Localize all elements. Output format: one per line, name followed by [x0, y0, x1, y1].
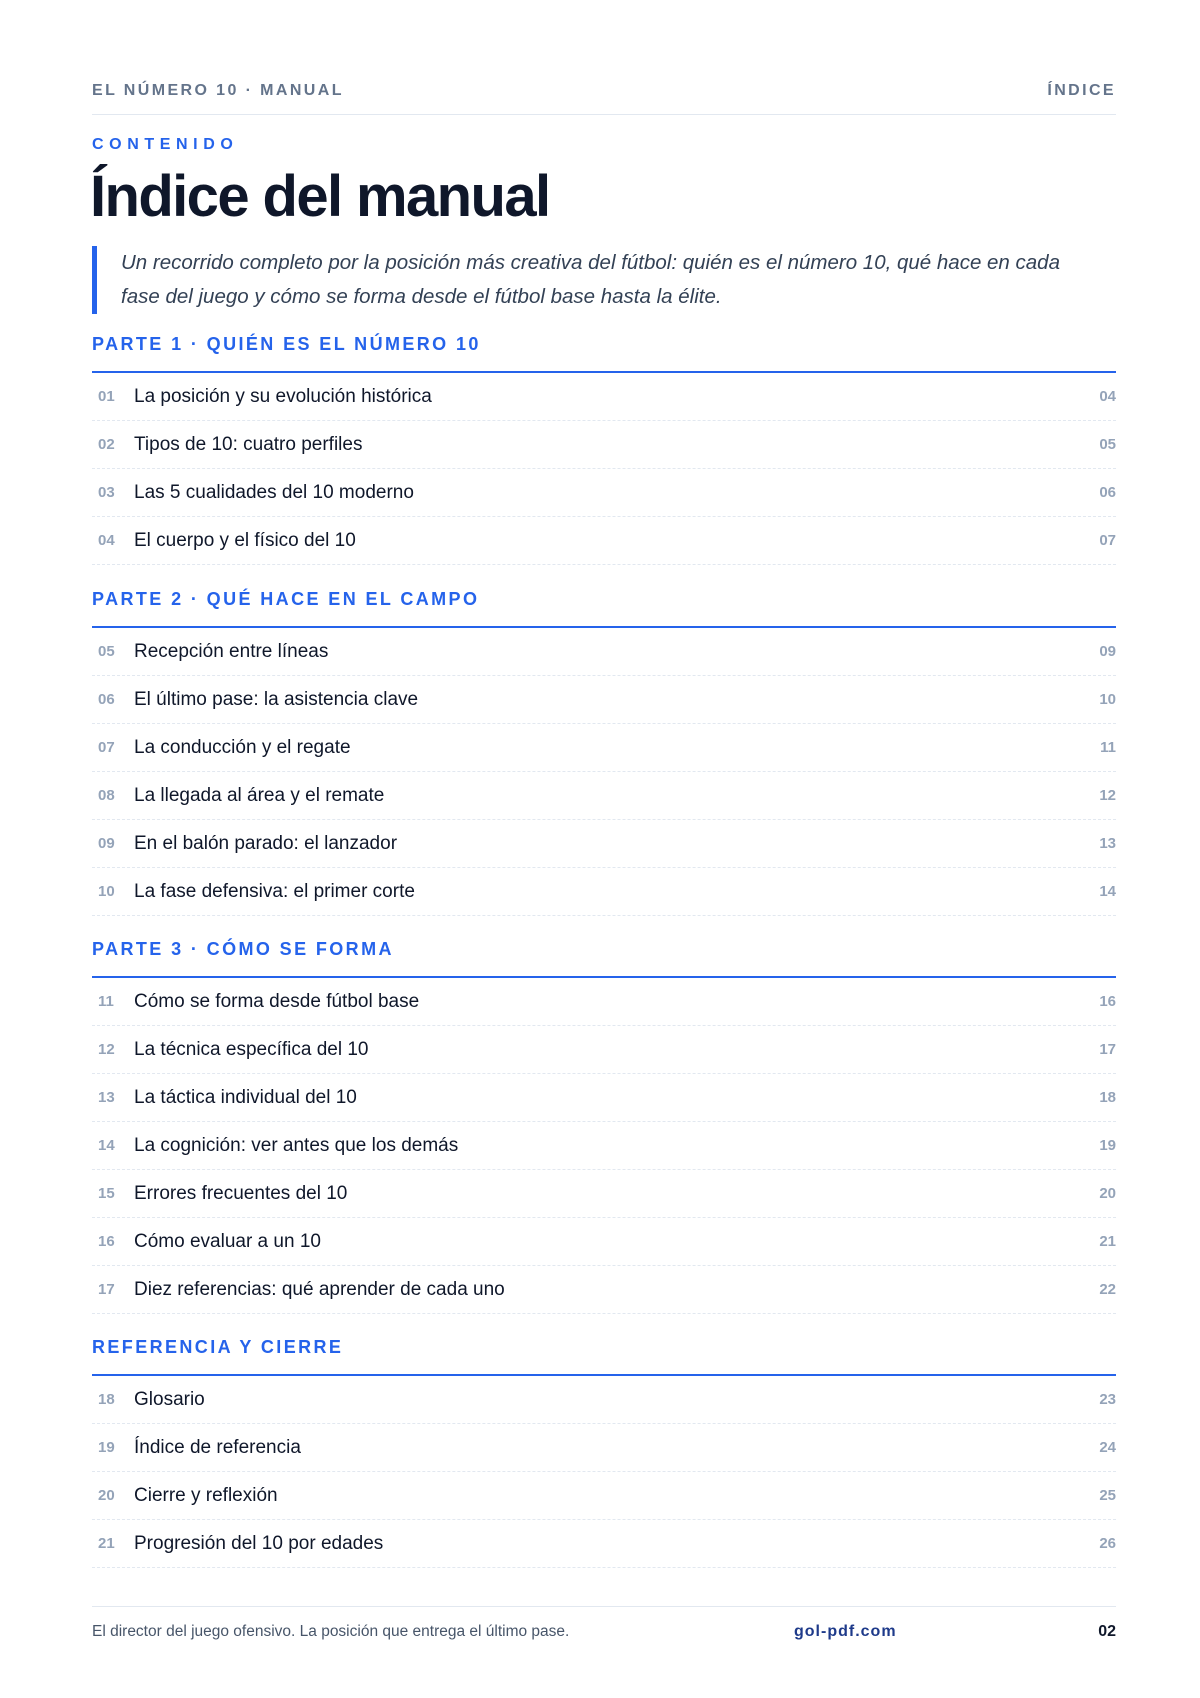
toc-entry-page: 17: [1099, 1041, 1116, 1058]
toc-entry[interactable]: [92, 978, 1116, 1026]
toc-entry[interactable]: [92, 421, 1116, 469]
toc-entry-number: 16: [98, 1233, 115, 1250]
toc-entry-page: 11: [1100, 739, 1116, 756]
toc-entry-number: 17: [98, 1281, 115, 1298]
toc-entry-number: 02: [98, 436, 115, 453]
toc-entry-number: 18: [98, 1391, 115, 1408]
toc-entry[interactable]: [92, 1074, 1116, 1122]
toc-entry[interactable]: [92, 1170, 1116, 1218]
toc-entry-title: Cómo evaluar a un 10: [134, 1230, 321, 1252]
toc-entry-page: 21: [1099, 1233, 1116, 1250]
toc-entry-number: 14: [98, 1137, 115, 1154]
toc-entry-number: 15: [98, 1185, 115, 1202]
toc-entry-page: 19: [1099, 1137, 1116, 1154]
toc-entry[interactable]: [92, 1122, 1116, 1170]
toc-entry-title: Errores frecuentes del 10: [134, 1182, 348, 1204]
toc-entry-page: 13: [1099, 835, 1116, 852]
toc-entry-number: 13: [98, 1089, 115, 1106]
toc-section-part-2: [92, 583, 1116, 916]
toc-entry[interactable]: [92, 820, 1116, 868]
toc-entry-title: La posición y su evolución histórica: [134, 385, 432, 407]
toc-entry-title: La técnica específica del 10: [134, 1038, 369, 1060]
toc-entry-page: 10: [1099, 691, 1116, 708]
toc-entry-title: El último pase: la asistencia clave: [134, 688, 419, 710]
toc-entry-number: 07: [98, 739, 115, 756]
section-heading: PARTE 2 · QUÉ HACE EN EL CAMPO: [92, 583, 1116, 628]
toc-entry-number: 03: [98, 484, 115, 501]
toc-entry-title: La fase defensiva: el primer corte: [134, 880, 415, 902]
toc-entry-page: 04: [1099, 388, 1116, 405]
toc-entry[interactable]: [92, 676, 1116, 724]
page-footer: [92, 1606, 1116, 1657]
section-heading: PARTE 1 · QUIÉN ES EL NÚMERO 10: [92, 328, 1116, 373]
toc-entry-title: Cómo se forma desde fútbol base: [134, 990, 420, 1012]
toc-page: [92, 0, 1116, 1698]
footer-page-number: 02: [1098, 1623, 1116, 1640]
section-heading: REFERENCIA Y CIERRE: [92, 1331, 1116, 1376]
toc-section-part-1: [92, 328, 1116, 565]
toc-entry-number: 10: [98, 883, 115, 900]
toc-entry-number: 12: [98, 1041, 115, 1058]
toc-entry-title: Recepción entre líneas: [134, 640, 329, 662]
toc-entry-number: 01: [98, 388, 115, 405]
toc-entry-title: Glosario: [134, 1388, 205, 1410]
toc-entry-number: 04: [98, 532, 115, 549]
toc-entry[interactable]: [92, 1218, 1116, 1266]
toc-entry-number: 06: [98, 691, 115, 708]
toc-entry[interactable]: [92, 373, 1116, 421]
toc-entry[interactable]: [92, 628, 1116, 676]
toc-entry-page: 22: [1099, 1281, 1116, 1298]
toc-entry-page: 24: [1099, 1439, 1116, 1456]
toc-entry-title: La conducción y el regate: [134, 736, 351, 758]
toc-entry-page: 16: [1099, 993, 1116, 1010]
toc-entry-page: 07: [1099, 532, 1116, 549]
toc-entry-title: La cognición: ver antes que los demás: [134, 1134, 459, 1156]
toc-entry-page: 20: [1099, 1185, 1116, 1202]
toc-entry-title: Cierre y reflexión: [134, 1484, 278, 1506]
toc-entry[interactable]: [92, 1026, 1116, 1074]
toc-entry[interactable]: [92, 517, 1116, 565]
toc-entry-page: 14: [1099, 883, 1116, 900]
toc-entry[interactable]: [92, 1520, 1116, 1568]
toc-entry-title: Progresión del 10 por edades: [134, 1532, 384, 1554]
toc-entry-number: 21: [98, 1535, 115, 1552]
toc-section-reference: [92, 1331, 1116, 1568]
footer-tagline: El director del juego ofensivo. La posición que entrega el último pase.: [92, 1623, 570, 1640]
footer-site-link[interactable]: gol-pdf.com: [794, 1623, 897, 1640]
toc-entry-title: El cuerpo y el físico del 10: [134, 529, 356, 551]
section-heading: PARTE 3 · CÓMO SE FORMA: [92, 933, 1116, 978]
toc-entry[interactable]: [92, 469, 1116, 517]
toc-entry-title: Diez referencias: qué aprender de cada uno: [134, 1278, 505, 1300]
toc-entry-title: En el balón parado: el lanzador: [134, 832, 398, 854]
toc-entry-number: 09: [98, 835, 115, 852]
toc-entry-title: Las 5 cualidades del 10 moderno: [134, 481, 414, 503]
running-header-section: ÍNDICE: [1047, 82, 1116, 99]
toc-entry-title: La táctica individual del 10: [134, 1086, 357, 1108]
toc-entry-number: 11: [98, 993, 114, 1010]
toc-entry-page: 12: [1099, 787, 1116, 804]
toc-entry-title: Índice de referencia: [134, 1436, 301, 1458]
toc-entry-number: 08: [98, 787, 115, 804]
toc-entry-number: 19: [98, 1439, 115, 1456]
toc-entry[interactable]: [92, 772, 1116, 820]
toc-entry[interactable]: [92, 1424, 1116, 1472]
toc-entry-title: La llegada al área y el remate: [134, 784, 385, 806]
toc-entry-page: 23: [1099, 1391, 1116, 1408]
toc-entry-page: 06: [1099, 484, 1116, 501]
page-title: Índice del manual: [90, 164, 550, 229]
toc-entry[interactable]: [92, 1266, 1116, 1314]
running-header-title: EL NÚMERO 10 · MANUAL: [92, 82, 344, 99]
eyebrow-label: CONTENIDO: [92, 136, 239, 153]
toc-entry-number: 05: [98, 643, 115, 660]
toc-entry-page: 18: [1099, 1089, 1116, 1106]
toc-entry-page: 05: [1099, 436, 1116, 453]
toc-entry-page: 26: [1099, 1535, 1116, 1552]
toc-entry[interactable]: [92, 868, 1116, 916]
lede-quote: Un recorrido completo por la posición más creativa del fútbol: quién es el número 10, qué hace en cada fase del juego y cómo se forma desde el fútbol base hasta la élite.: [92, 246, 1092, 314]
toc-entry-number: 20: [98, 1487, 115, 1504]
toc-entry-title: Tipos de 10: cuatro perfiles: [134, 433, 363, 455]
toc-entry[interactable]: [92, 1472, 1116, 1520]
toc-entry-page: 09: [1099, 643, 1116, 660]
toc-entry-page: 25: [1099, 1487, 1116, 1504]
toc-entry[interactable]: [92, 724, 1116, 772]
toc-section-part-3: [92, 933, 1116, 1314]
running-header: [92, 82, 1116, 115]
toc-entry[interactable]: [92, 1376, 1116, 1424]
